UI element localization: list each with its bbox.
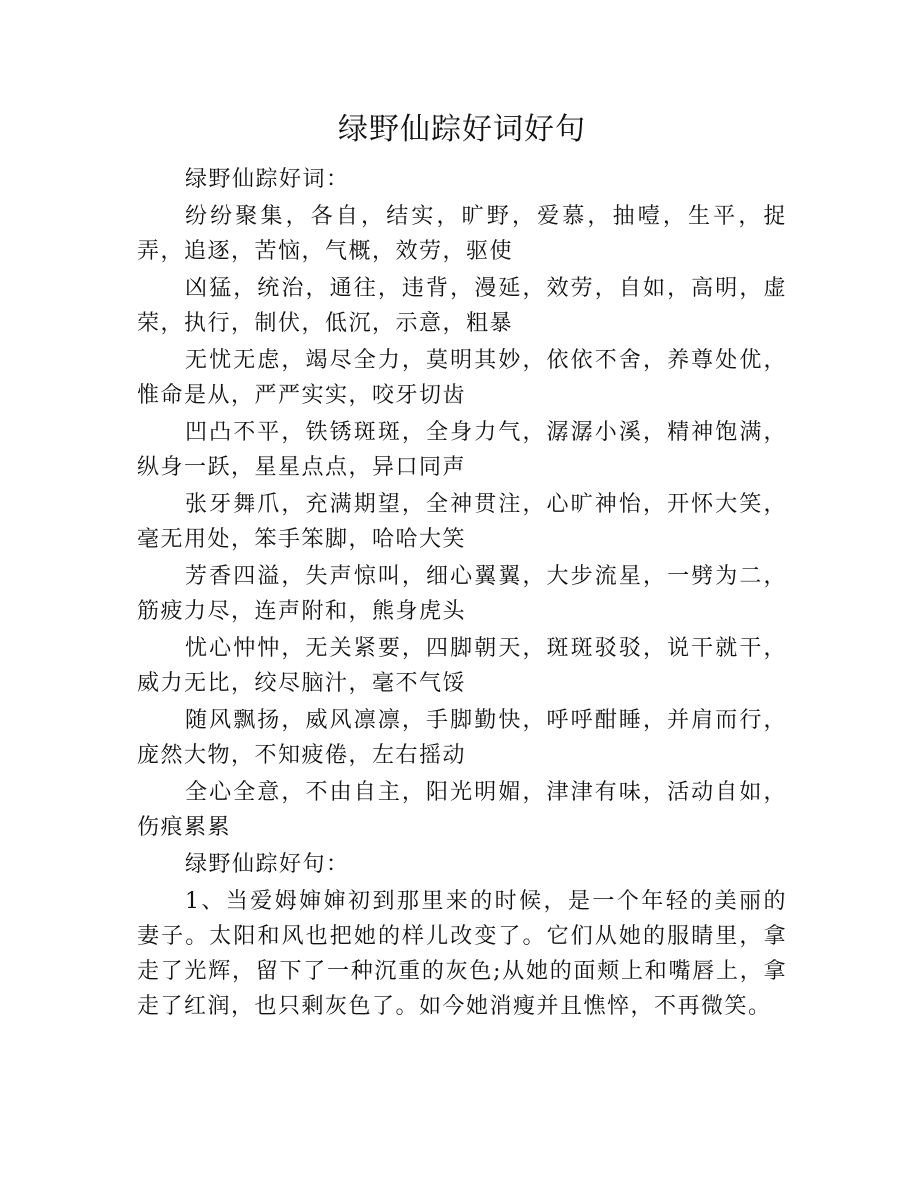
word-list-paragraph: 无忧无虑，竭尽全力，莫明其妙，依依不舍，养尊处优，惟命是从，严严实实，咬牙切齿: [137, 348, 787, 408]
section-heading-words: 绿野仙踪好词：: [185, 167, 350, 192]
section-heading-sentences: 绿野仙踪好句：: [185, 852, 350, 877]
sentence-paragraph: 1、当爱姆婶婶初到那里来的时候，是一个年轻的美丽的妻子。太阳和风也把她的样儿改变了。它们从她的服睛里，拿走了光辉，留下了一种沉重的灰色;从她的面颊上和嘴唇上，拿走了红润，也只剩灰色了。如今她消瘦并且憔悴，不再微笑。: [137, 889, 787, 1019]
word-list-paragraph: 忧心忡忡，无关紧要，四脚朝天，斑斑驳驳，说干就干，威力无比，绞尽脑汁，毫不气馁: [137, 636, 787, 696]
document-title: 绿野仙踪好词好句: [338, 112, 586, 147]
word-list-paragraph: 张牙舞爪，充满期望，全神贯注，心旷神怡，开怀大笑，毫无用处，笨手笨脚，哈哈大笑: [137, 492, 787, 552]
word-list-paragraph: 凹凸不平，铁锈斑斑，全身力气，潺潺小溪，精神饱满，纵身一跃，星星点点，异口同声: [137, 420, 787, 480]
word-list-paragraph: 凶猛，统治，通往，违背，漫延，效劳，自如，高明，虚荣，执行，制伏，低沉，示意，粗暴: [137, 276, 787, 336]
word-list-paragraph: 纷纷聚集，各自，结实，旷野，爱慕，抽噎，生平，捉弄，追逐，苦恼，气概，效劳，驱使: [137, 204, 787, 264]
word-list-paragraph: 随风飘扬，威风凛凛，手脚勤快，呼呼酣睡，并肩而行，庞然大物，不知疲倦，左右摇动: [137, 708, 787, 768]
word-list-paragraph: 芳香四溢，失声惊叫，细心翼翼，大步流星，一劈为二，筋疲力尽，连声附和，熊身虎头: [137, 564, 787, 624]
document-page: [137, 100, 787, 1026]
word-list-paragraph: 全心全意，不由自主，阳光明媚，津津有味，活动自如，伤痕累累: [137, 780, 787, 840]
